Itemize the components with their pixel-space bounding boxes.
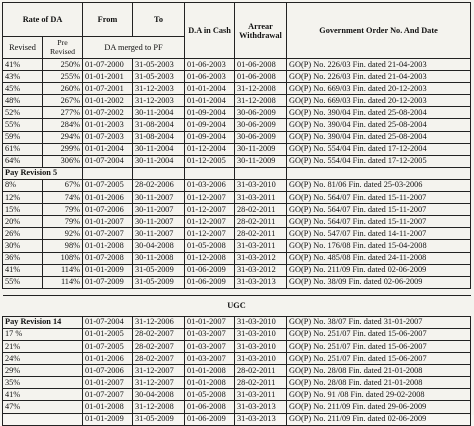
cell-arrear: 31-12-2008 (235, 95, 287, 107)
cell-to: 30-04-2008 (133, 389, 185, 401)
ugc-heading-row (3, 295, 471, 316)
cell-go: GO(P) No. 38/07 Fin. dated 31-01-2007 (287, 316, 471, 328)
cell-from: 01-07-2007 (83, 228, 133, 240)
cell-to: 31-12-2003 (133, 83, 185, 95)
cell-go: GO(P) No. 211/09 Fin. dated 02-06-2009 (287, 264, 471, 276)
cell-da-in-cash: 01-12-2004 (185, 143, 235, 155)
spacer-row (3, 288, 471, 295)
table-row (3, 95, 471, 107)
cell-to: 31-08-2004 (133, 131, 185, 143)
cell-revised: 20% (3, 216, 43, 228)
cell-from: 01-01-2008 (83, 240, 133, 252)
cell-pre-revised: 108% (43, 252, 83, 264)
cell-arrear: 31-03-2013 (235, 276, 287, 288)
cell-pre-revised: 260% (43, 83, 83, 95)
cell-pre-revised: 250% (43, 59, 83, 71)
cell-from: 01-01-2003 (83, 119, 133, 131)
cell-from: 01-07-2005 (83, 340, 133, 352)
cell-da-in-cash: 01-12-2007 (185, 204, 235, 216)
table-row (3, 204, 471, 216)
cell-da-in-cash: 01-01-2008 (185, 377, 235, 389)
table-row (3, 216, 471, 228)
cell-arrear: 28-02-2011 (235, 365, 287, 377)
table-row (3, 353, 471, 365)
cell-arrear: 31-03-2011 (235, 389, 287, 401)
table-row (3, 340, 471, 352)
cell-to: 28-02-2007 (133, 328, 185, 340)
cell-da-in-cash: 01-09-2004 (185, 131, 235, 143)
cell-arrear: 31-03-2012 (235, 252, 287, 264)
cell-revised: 41% (3, 59, 43, 71)
cell-revised: 12% (3, 192, 43, 204)
cell-to: 28-02-2006 (133, 179, 185, 191)
table-row (3, 71, 471, 83)
cell-da-in-cash: 01-12-2007 (185, 192, 235, 204)
cell-from: 01-01-2002 (83, 95, 133, 107)
cell-pre-revised: 92% (43, 228, 83, 240)
cell-da-in-cash: 01-03-2007 (185, 353, 235, 365)
cell-da-in-cash: 01-06-2009 (185, 276, 235, 288)
cell-pre-revised: 98% (43, 240, 83, 252)
cell-da-in-cash: 01-06-2009 (185, 264, 235, 276)
cell-go: GO(P) No. 226/03 Fin. dated 21-04-2003 (287, 59, 471, 71)
cell-da-in-cash: 01-12-2007 (185, 216, 235, 228)
cell-da-in-cash: 01-12-2008 (185, 252, 235, 264)
cell-go: GO(P) No. 390/04 Fin. dated 25-08-2004 (287, 119, 471, 131)
cell-arrear: 31-03-2011 (235, 240, 287, 252)
cell-go: GO(P) No. 28/08 Fin. dated 21-01-2008 (287, 377, 471, 389)
cell-go: GO(P) No. 251/07 Fin. dated 15-06-2007 (287, 340, 471, 352)
cell-arrear: 31-03-2010 (235, 316, 287, 328)
cell-to: 30-11-2007 (133, 228, 185, 240)
cell-from: 01-07-2004 (83, 316, 133, 328)
table-row (3, 401, 471, 413)
cell-from: 01-07-2004 (83, 155, 133, 167)
cell-go: GO(P) No. 28/08 Fin. dated 21-01-2008 (287, 365, 471, 377)
cell-arrear: 01-06-2008 (235, 71, 287, 83)
cell-pre-revised: 267% (43, 95, 83, 107)
cell-revised: 55% (3, 276, 43, 288)
table-row (3, 119, 471, 131)
table-row (3, 228, 471, 240)
cell-da-in-cash: 01-12-2005 (185, 155, 235, 167)
section-ugc (3, 328, 471, 425)
cell-to: 31-05-2009 (133, 276, 185, 288)
cell-go: GO(P) No. 251/07 Fin. dated 15-06-2007 (287, 353, 471, 365)
cell-go: GO(P) No. 226/03 Fin. dated 21-04-2003 (287, 71, 471, 83)
table-row (3, 365, 471, 377)
cell-arrear: 31-03-2010 (235, 328, 287, 340)
subheader-da-merged: DA merged to PF (83, 37, 185, 59)
cell-rate: 17 % (3, 328, 83, 340)
cell-to: 30-11-2008 (133, 252, 185, 264)
cell-go: GO(P) No. 564/07 Fin. dated 15-11-2007 (287, 192, 471, 204)
cell-to: 31-12-2008 (133, 401, 185, 413)
cell-from: 01-07-2006 (83, 204, 133, 216)
cell-go: GO(P) No. 564/07 Fin. dated 15-11-2007 (287, 204, 471, 216)
cell-da-in-cash: 01-01-2004 (185, 95, 235, 107)
cell-to: 30-04-2008 (133, 240, 185, 252)
cell-pre-revised: 299% (43, 143, 83, 155)
cell-rate: 21% (3, 340, 83, 352)
cell-rate: 41% (3, 389, 83, 401)
cell-arrear: 31-03-2010 (235, 353, 287, 365)
cell-go: GO(P) No. 564/07 Fin. dated 15-11-2007 (287, 216, 471, 228)
cell-to: 31-05-2003 (133, 71, 185, 83)
cell-go: GO(P) No. 485/08 Fin. dated 24-11-2008 (287, 252, 471, 264)
cell-from: 01-07-2005 (83, 179, 133, 191)
pay-revision-14-row (3, 316, 471, 328)
table-row (3, 83, 471, 95)
cell-arrear: 31-03-2010 (235, 340, 287, 352)
cell-da-in-cash: 01-06-2008 (185, 401, 235, 413)
cell-pre-revised: 114% (43, 264, 83, 276)
table-row (3, 192, 471, 204)
cell-revised: 61% (3, 143, 43, 155)
cell-revised: 45% (3, 83, 43, 95)
cell-da-in-cash: 01-01-2007 (185, 316, 235, 328)
cell-arrear: 31-12-2008 (235, 83, 287, 95)
cell-rate: 35% (3, 377, 83, 389)
cell-da-in-cash: 01-09-2004 (185, 119, 235, 131)
cell-from: 01-07-2003 (83, 131, 133, 143)
cell-to: 31-12-2007 (133, 377, 185, 389)
cell-go: GO(P) No. 554/04 Fin. dated 17-12-2004 (287, 143, 471, 155)
cell-pre-revised: 294% (43, 131, 83, 143)
header-row (3, 3, 471, 37)
cell-to: 31-12-2003 (133, 95, 185, 107)
cell-rate: 29% (3, 365, 83, 377)
table-row (3, 155, 471, 167)
cell-pre-revised: 306% (43, 155, 83, 167)
cell-arrear: 31-03-2013 (235, 401, 287, 413)
cell-da-in-cash: 01-06-2009 (185, 413, 235, 425)
header-rate-of-da: Rate of DA (3, 3, 83, 37)
cell-to: 28-02-2007 (133, 353, 185, 365)
cell-from: 01-01-2009 (83, 413, 133, 425)
cell-go: GO(P) No. 91 /08 Fin. dated 29-02-2008 (287, 389, 471, 401)
table-row (3, 264, 471, 276)
cell-from: 01-01-2001 (83, 71, 133, 83)
cell-da-in-cash: 01-06-2003 (185, 71, 235, 83)
header-go-number-date: Government Order No. And Date (287, 3, 471, 59)
cell-da-in-cash: 01-05-2008 (185, 240, 235, 252)
cell-revised: 30% (3, 240, 43, 252)
cell-revised: 48% (3, 95, 43, 107)
cell-to: 30-11-2007 (133, 204, 185, 216)
cell-to: 28-02-2007 (133, 340, 185, 352)
section-pre-revision (3, 59, 471, 168)
cell-go: GO(P) No. 547/07 Fin. dated 14-11-2007 (287, 228, 471, 240)
table-row (3, 276, 471, 288)
cell-to: 31-12-2006 (133, 316, 185, 328)
cell-from: 01-01-2007 (83, 377, 133, 389)
cell-arrear: 30-11-2009 (235, 143, 287, 155)
cell-to: 31-05-2003 (133, 59, 185, 71)
cell-to: 31-05-2009 (133, 264, 185, 276)
table-row (3, 143, 471, 155)
cell-go: GO(P) No. 38/09 Fin. dated 02-06-2009 (287, 276, 471, 288)
cell-da-in-cash: 01-01-2004 (185, 83, 235, 95)
header-arrear-withdrawal: Arrear Withdrawal (235, 3, 287, 59)
cell-from: 01-07-2000 (83, 59, 133, 71)
table-row (3, 131, 471, 143)
cell-arrear: 30-06-2009 (235, 107, 287, 119)
cell-arrear: 30-06-2009 (235, 131, 287, 143)
cell-to: 31-05-2009 (133, 413, 185, 425)
cell-pre-revised: 67% (43, 179, 83, 191)
cell-go: GO(P) No. 176/08 Fin. dated 15-04-2008 (287, 240, 471, 252)
cell-revised: 15% (3, 204, 43, 216)
cell-go: GO(P) No. 554/04 Fin. dated 17-12-2005 (287, 155, 471, 167)
cell-pre-revised: 114% (43, 276, 83, 288)
cell-to: 30-11-2004 (133, 107, 185, 119)
cell-pre-revised: 277% (43, 107, 83, 119)
cell-revised: 36% (3, 252, 43, 264)
cell-pre-revised: 79% (43, 216, 83, 228)
cell-go: GO(P) No. 211/09 Fin. dated 29-06-2009 (287, 401, 471, 413)
cell-da-in-cash: 01-12-2007 (185, 228, 235, 240)
cell-arrear: 01-06-2008 (235, 59, 287, 71)
cell-go: GO(P) No. 390/04 Fin. dated 25-08-2004 (287, 107, 471, 119)
table-row (3, 107, 471, 119)
cell-from: 01-07-2006 (83, 365, 133, 377)
cell-from: 01-07-2008 (83, 252, 133, 264)
ugc-heading: UGC (3, 295, 471, 316)
cell-revised: 59% (3, 131, 43, 143)
cell-to: 31-12-2007 (133, 365, 185, 377)
header-da-in-cash: D.A in Cash (185, 3, 235, 59)
cell-go: GO(P) No. 669/03 Fin. dated 20-12-2003 (287, 95, 471, 107)
cell-da-in-cash: 01-09-2004 (185, 107, 235, 119)
cell-from: 01-01-2009 (83, 264, 133, 276)
cell-from: 01-07-2007 (83, 389, 133, 401)
cell-arrear: 31-03-2010 (235, 179, 287, 191)
cell-go: GO(P) No. 390/04 Fin. dated 25-08-2004 (287, 131, 471, 143)
cell-from: 01-07-2009 (83, 276, 133, 288)
table-row (3, 389, 471, 401)
cell-da-in-cash: 01-06-2003 (185, 59, 235, 71)
cell-revised: 64% (3, 155, 43, 167)
cell-revised: 41% (3, 264, 43, 276)
table-row (3, 179, 471, 191)
cell-pre-revised: 284% (43, 119, 83, 131)
cell-da-in-cash: 01-03-2007 (185, 328, 235, 340)
cell-pre-revised: 255% (43, 71, 83, 83)
cell-arrear: 30-11-2009 (235, 155, 287, 167)
cell-pre-revised: 79% (43, 204, 83, 216)
table-row (3, 240, 471, 252)
cell-arrear: 31-03-2011 (235, 192, 287, 204)
subheader-revised: Revised (3, 37, 43, 59)
cell-from: 01-01-2008 (83, 401, 133, 413)
cell-rate: 24% (3, 353, 83, 365)
cell-go: GO(P) No. 251/07 Fin. dated 15-06-2007 (287, 328, 471, 340)
cell-da-in-cash: 01-01-2008 (185, 365, 235, 377)
cell-arrear: 28-02-2011 (235, 216, 287, 228)
table-row (3, 59, 471, 71)
cell-to: 30-11-2004 (133, 143, 185, 155)
cell-go: GO(P) No. 669/03 Fin. dated 20-12-2003 (287, 83, 471, 95)
cell-arrear: 28-02-2011 (235, 228, 287, 240)
section-pay-revision-5 (3, 179, 471, 288)
pay-revision-5-label: Pay Revision 5 (3, 167, 83, 179)
cell-arrear: 31-03-2012 (235, 264, 287, 276)
cell-revised: 26% (3, 228, 43, 240)
table-row (3, 377, 471, 389)
header-to: To (133, 3, 185, 37)
cell-rate: 47% (3, 401, 83, 413)
table-row (3, 328, 471, 340)
cell-arrear: 31-03-2013 (235, 413, 287, 425)
cell-arrear: 30-06-2009 (235, 119, 287, 131)
cell-from: 01-01-2006 (83, 192, 133, 204)
da-rates-table (2, 2, 471, 426)
cell-revised: 52% (3, 107, 43, 119)
pay-revision-5-row (3, 167, 471, 179)
cell-from: 01-07-2001 (83, 83, 133, 95)
cell-da-in-cash: 01-05-2008 (185, 389, 235, 401)
cell-from: 01-01-2007 (83, 216, 133, 228)
cell-to: 30-11-2004 (133, 155, 185, 167)
cell-revised: 43% (3, 71, 43, 83)
pay-revision-14-label: Pay Revision 14 (3, 316, 83, 328)
cell-from: 01-01-2004 (83, 143, 133, 155)
cell-from: 01-07-2002 (83, 107, 133, 119)
cell-pre-revised: 74% (43, 192, 83, 204)
cell-go: GO(P) No. 211/09 Fin. dated 02-06-2009 (287, 413, 471, 425)
cell-from: 01-01-2005 (83, 328, 133, 340)
cell-to: 31-08-2004 (133, 119, 185, 131)
cell-arrear: 28-02-2011 (235, 377, 287, 389)
cell-da-in-cash: 01-03-2006 (185, 179, 235, 191)
cell-go: GO(P) No. 81/06 Fin. dated 25-03-2006 (287, 179, 471, 191)
subheader-pre-revised: Pre Revised (43, 37, 83, 59)
cell-arrear: 28-02-2011 (235, 204, 287, 216)
cell-from: 01-01-2006 (83, 353, 133, 365)
cell-da-in-cash: 01-03-2007 (185, 340, 235, 352)
cell-revised: 8% (3, 179, 43, 191)
table-row (3, 252, 471, 264)
cell-revised: 55% (3, 119, 43, 131)
header-from: From (83, 3, 133, 37)
cell-to: 30-11-2007 (133, 216, 185, 228)
cell-to: 30-11-2007 (133, 192, 185, 204)
